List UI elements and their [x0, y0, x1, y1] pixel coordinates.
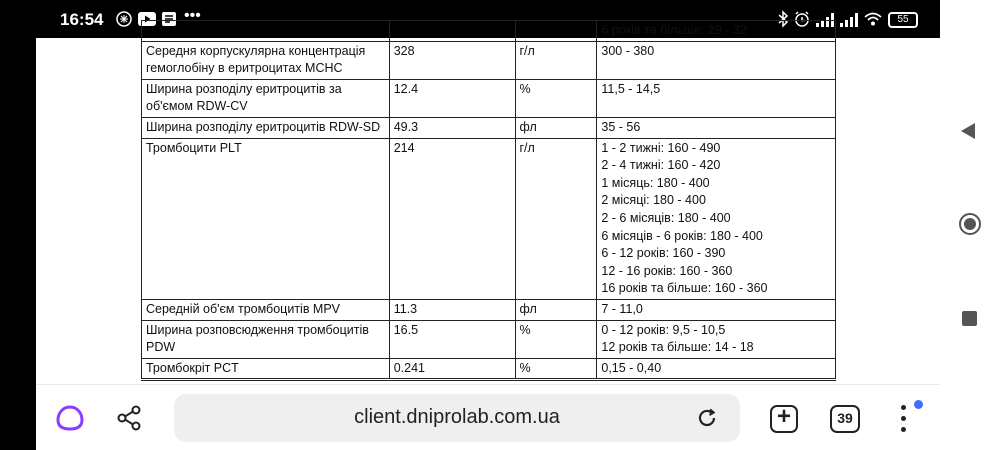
test-name-cell: Тромбокріт PCT	[142, 358, 390, 379]
reference-range-line: 12 - 16 років: 160 - 360	[601, 263, 733, 278]
table-row	[142, 138, 836, 299]
reference-range-line: 6 місяців - 6 років: 180 - 400	[601, 228, 763, 243]
reload-icon[interactable]	[696, 407, 718, 429]
unit-cell: %	[515, 358, 597, 379]
reference-range-cell	[597, 117, 836, 138]
unit-cell: фл	[515, 299, 597, 320]
table-row	[142, 117, 836, 138]
table-bottom-border	[141, 380, 836, 381]
reference-range-line: 7 - 11,0	[601, 301, 643, 316]
unit-cell	[515, 21, 597, 42]
reference-range-cell	[597, 358, 836, 379]
reference-range-line: 300 - 380	[601, 43, 655, 58]
signal-2-icon	[840, 13, 858, 27]
address-bar[interactable]	[174, 394, 740, 442]
unit-cell: %	[515, 79, 597, 117]
unit-cell: фл	[515, 117, 597, 138]
tabs-count-button[interactable]: 39	[830, 405, 860, 433]
alice-assistant-icon[interactable]	[56, 405, 84, 431]
table-row	[142, 358, 836, 379]
result-value-cell: 328	[389, 41, 515, 79]
test-name-cell: Ширина розподілу еритроцитів RDW-SD	[142, 117, 390, 138]
result-value-cell: 0.241	[389, 358, 515, 379]
back-icon[interactable]	[961, 123, 975, 139]
reference-range-line: 2 - 4 тижні: 160 - 420	[601, 158, 721, 173]
result-value-cell: 11.3	[389, 299, 515, 320]
share-icon[interactable]	[116, 405, 142, 431]
unit-cell: %	[515, 320, 597, 358]
browser-toolbar	[36, 384, 940, 450]
wifi-icon	[864, 12, 882, 26]
new-tab-button[interactable]: +	[770, 405, 798, 433]
reference-range-cell	[597, 138, 836, 299]
result-value-cell: 49.3	[389, 117, 515, 138]
reference-range-line: 35 - 56	[601, 119, 641, 134]
battery-indicator: 55	[888, 12, 918, 28]
reference-range-cell	[597, 79, 836, 117]
gallery-icon	[116, 11, 132, 27]
reference-range-line: 6 - 12 років: 160 - 390	[601, 246, 726, 261]
result-value-cell: 12.4	[389, 79, 515, 117]
table-row	[142, 299, 836, 320]
result-value-cell	[389, 21, 515, 42]
reference-range-line: 6 років та більше: 29 - 32	[601, 23, 747, 37]
unit-cell: г/л	[515, 41, 597, 79]
more-dots-icon: •••	[184, 7, 201, 24]
result-value-cell: 214	[389, 138, 515, 299]
reference-range-line: 12 років та більше: 14 - 18	[601, 340, 754, 355]
test-name-cell: Ширина розподілу еритроцитів за об'ємом RDW-CV	[142, 79, 390, 117]
unit-cell: г/л	[515, 138, 597, 299]
table-row	[142, 320, 836, 358]
test-name-cell: Середня корпускулярна концентрація гемоглобіну в еритроцитах MCHC	[142, 41, 390, 79]
recents-icon[interactable]	[962, 311, 977, 326]
menu-icon[interactable]	[898, 405, 910, 433]
left-letterbox	[0, 0, 36, 450]
table-row	[142, 79, 836, 117]
reference-range-line: 0,15 - 0,40	[601, 360, 662, 375]
reference-range-line: 16 років та більше: 160 - 360	[601, 281, 768, 296]
lab-results-table	[141, 20, 836, 379]
reference-range-line: 0 - 12 років: 9,5 - 10,5	[601, 322, 726, 337]
test-name-cell: Ширина розповсюдження тромбоцитів PDW	[142, 320, 390, 358]
notification-dot	[914, 400, 923, 409]
home-icon[interactable]	[959, 213, 981, 235]
test-name-cell	[142, 21, 390, 42]
url-text: client.dniprolab.com.ua	[354, 406, 560, 428]
reference-range-line: 2 місяці: 180 - 400	[601, 193, 706, 208]
reference-range-cell	[597, 21, 836, 42]
table-row	[142, 21, 836, 42]
reference-range-line: 1 місяць: 180 - 400	[601, 175, 710, 190]
web-page-content	[36, 23, 940, 384]
test-name-cell: Тромбоцити PLT	[142, 138, 390, 299]
clock: 16:54	[60, 10, 104, 29]
test-name-cell: Середній об'єм тромбоцитів MPV	[142, 299, 390, 320]
reference-range-line: 2 - 6 місяців: 180 - 400	[601, 210, 731, 225]
reference-range-line: 1 - 2 тижні: 160 - 490	[601, 140, 721, 155]
reference-range-cell	[597, 41, 836, 79]
table-row	[142, 41, 836, 79]
reference-range-line: 11,5 - 14,5	[601, 81, 661, 96]
reference-range-cell	[597, 320, 836, 358]
reference-range-cell	[597, 299, 836, 320]
result-value-cell: 16.5	[389, 320, 515, 358]
